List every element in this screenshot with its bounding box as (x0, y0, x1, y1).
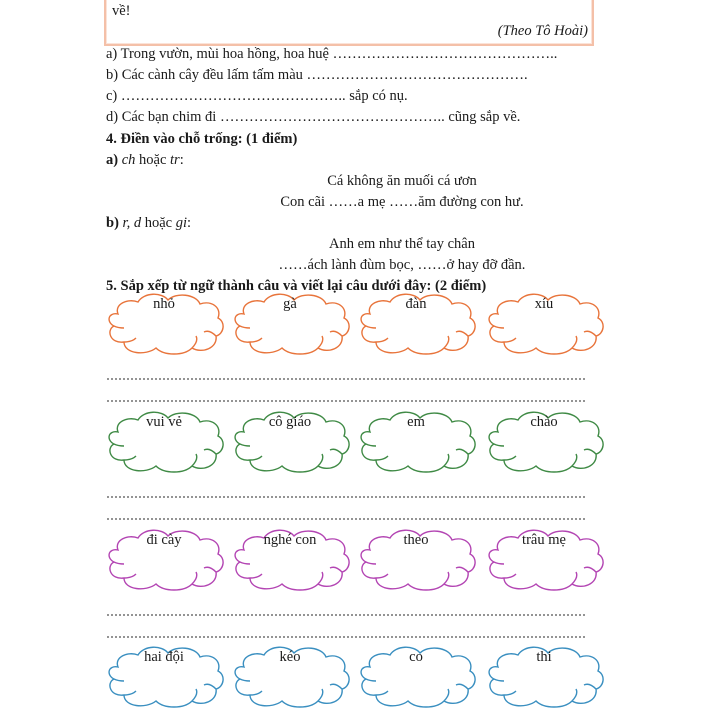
cloud-word: chào (530, 414, 558, 430)
word-cloud[interactable] (484, 528, 604, 588)
section4-part-a-label (106, 152, 184, 169)
cloud-word: thi (536, 649, 552, 665)
word-cloud[interactable] (356, 410, 476, 470)
cloud-word: xíu (534, 296, 554, 312)
part-b-suffix: : (186, 215, 192, 231)
part-a-suffix: : (179, 152, 184, 168)
part-a-letters-1: ch (121, 152, 136, 168)
cloud-word: đi cày (146, 532, 182, 548)
answer-line[interactable] (106, 518, 586, 520)
section4-part-b-label (106, 215, 191, 232)
fill-item-a[interactable]: a) Trong vườn, mùi hoa hồng, hoa huệ ……………………………………….. (106, 46, 558, 62)
part-a-connector: hoặc (135, 152, 171, 168)
answer-line[interactable] (106, 378, 586, 380)
part-b-marker: b) (106, 215, 119, 231)
cloud-word: kéo (279, 649, 301, 665)
fill-item-c[interactable]: c) ……………………………………….. sắp có nụ. (106, 88, 408, 104)
poem-a-line-2[interactable]: Con cãi ……a mẹ ……ăm đường con hư. (280, 194, 524, 210)
cloud-word: vui vẻ (146, 414, 182, 430)
section5-heading: 5. Sắp xếp từ ngữ thành câu và viết lại câu dưới đây: (2 điểm) (106, 278, 487, 294)
cloud-word: nghé con (263, 532, 317, 548)
quote-text-tail: về! (112, 3, 131, 19)
word-cloud[interactable] (484, 410, 604, 470)
word-cloud[interactable] (356, 528, 476, 588)
cloud-word: theo (403, 532, 429, 548)
answer-line[interactable] (106, 400, 586, 402)
part-b-letters-2: gi (175, 215, 187, 231)
cloud-word: hai đội (144, 649, 184, 665)
fill-item-d[interactable]: d) Các bạn chim đi ……………………………………….. cũng sắp về. (106, 109, 521, 125)
part-b-connector: hoặc (141, 215, 176, 231)
answer-line[interactable] (106, 636, 586, 638)
word-cloud[interactable] (104, 292, 224, 352)
word-cloud[interactable] (356, 645, 476, 705)
section4-heading: 4. Điền vào chỗ trống: (1 điểm) (106, 131, 298, 147)
fill-item-b[interactable]: b) Các cành cây đều lấm tấm màu ………………………………………. (106, 67, 528, 83)
answer-line[interactable] (106, 614, 586, 616)
answer-line[interactable] (106, 496, 586, 498)
cloud-word: em (407, 414, 425, 430)
word-cloud[interactable] (104, 410, 224, 470)
part-a-letters-2: tr (170, 152, 180, 168)
cloud-word: nhỏ (153, 296, 175, 312)
part-b-letters-1: r, d (122, 215, 142, 231)
cloud-word: đàn (405, 296, 427, 312)
cloud-word: cô giáo (268, 414, 312, 430)
quote-source: (Theo Tô Hoài) (497, 23, 588, 39)
cloud-word: trâu mẹ (522, 532, 566, 548)
word-cloud[interactable] (356, 292, 476, 352)
word-cloud[interactable] (104, 645, 224, 705)
poem-a-line-1: Cá không ăn muối cá ươn (327, 173, 477, 189)
word-cloud[interactable] (230, 528, 350, 588)
part-a-marker: a) (106, 152, 119, 168)
quote-box (104, 0, 594, 46)
word-cloud[interactable] (484, 645, 604, 705)
word-cloud[interactable] (230, 292, 350, 352)
poem-b-line-2[interactable]: ……ách lành đùm bọc, ……ở hay đỡ đần. (278, 257, 526, 273)
word-cloud[interactable] (104, 528, 224, 588)
poem-b-line-1: Anh em như thể tay chân (329, 236, 475, 252)
word-cloud[interactable] (230, 410, 350, 470)
cloud-word: gà (283, 296, 297, 312)
word-cloud[interactable] (484, 292, 604, 352)
word-cloud[interactable] (230, 645, 350, 705)
cloud-word: co (409, 649, 423, 665)
